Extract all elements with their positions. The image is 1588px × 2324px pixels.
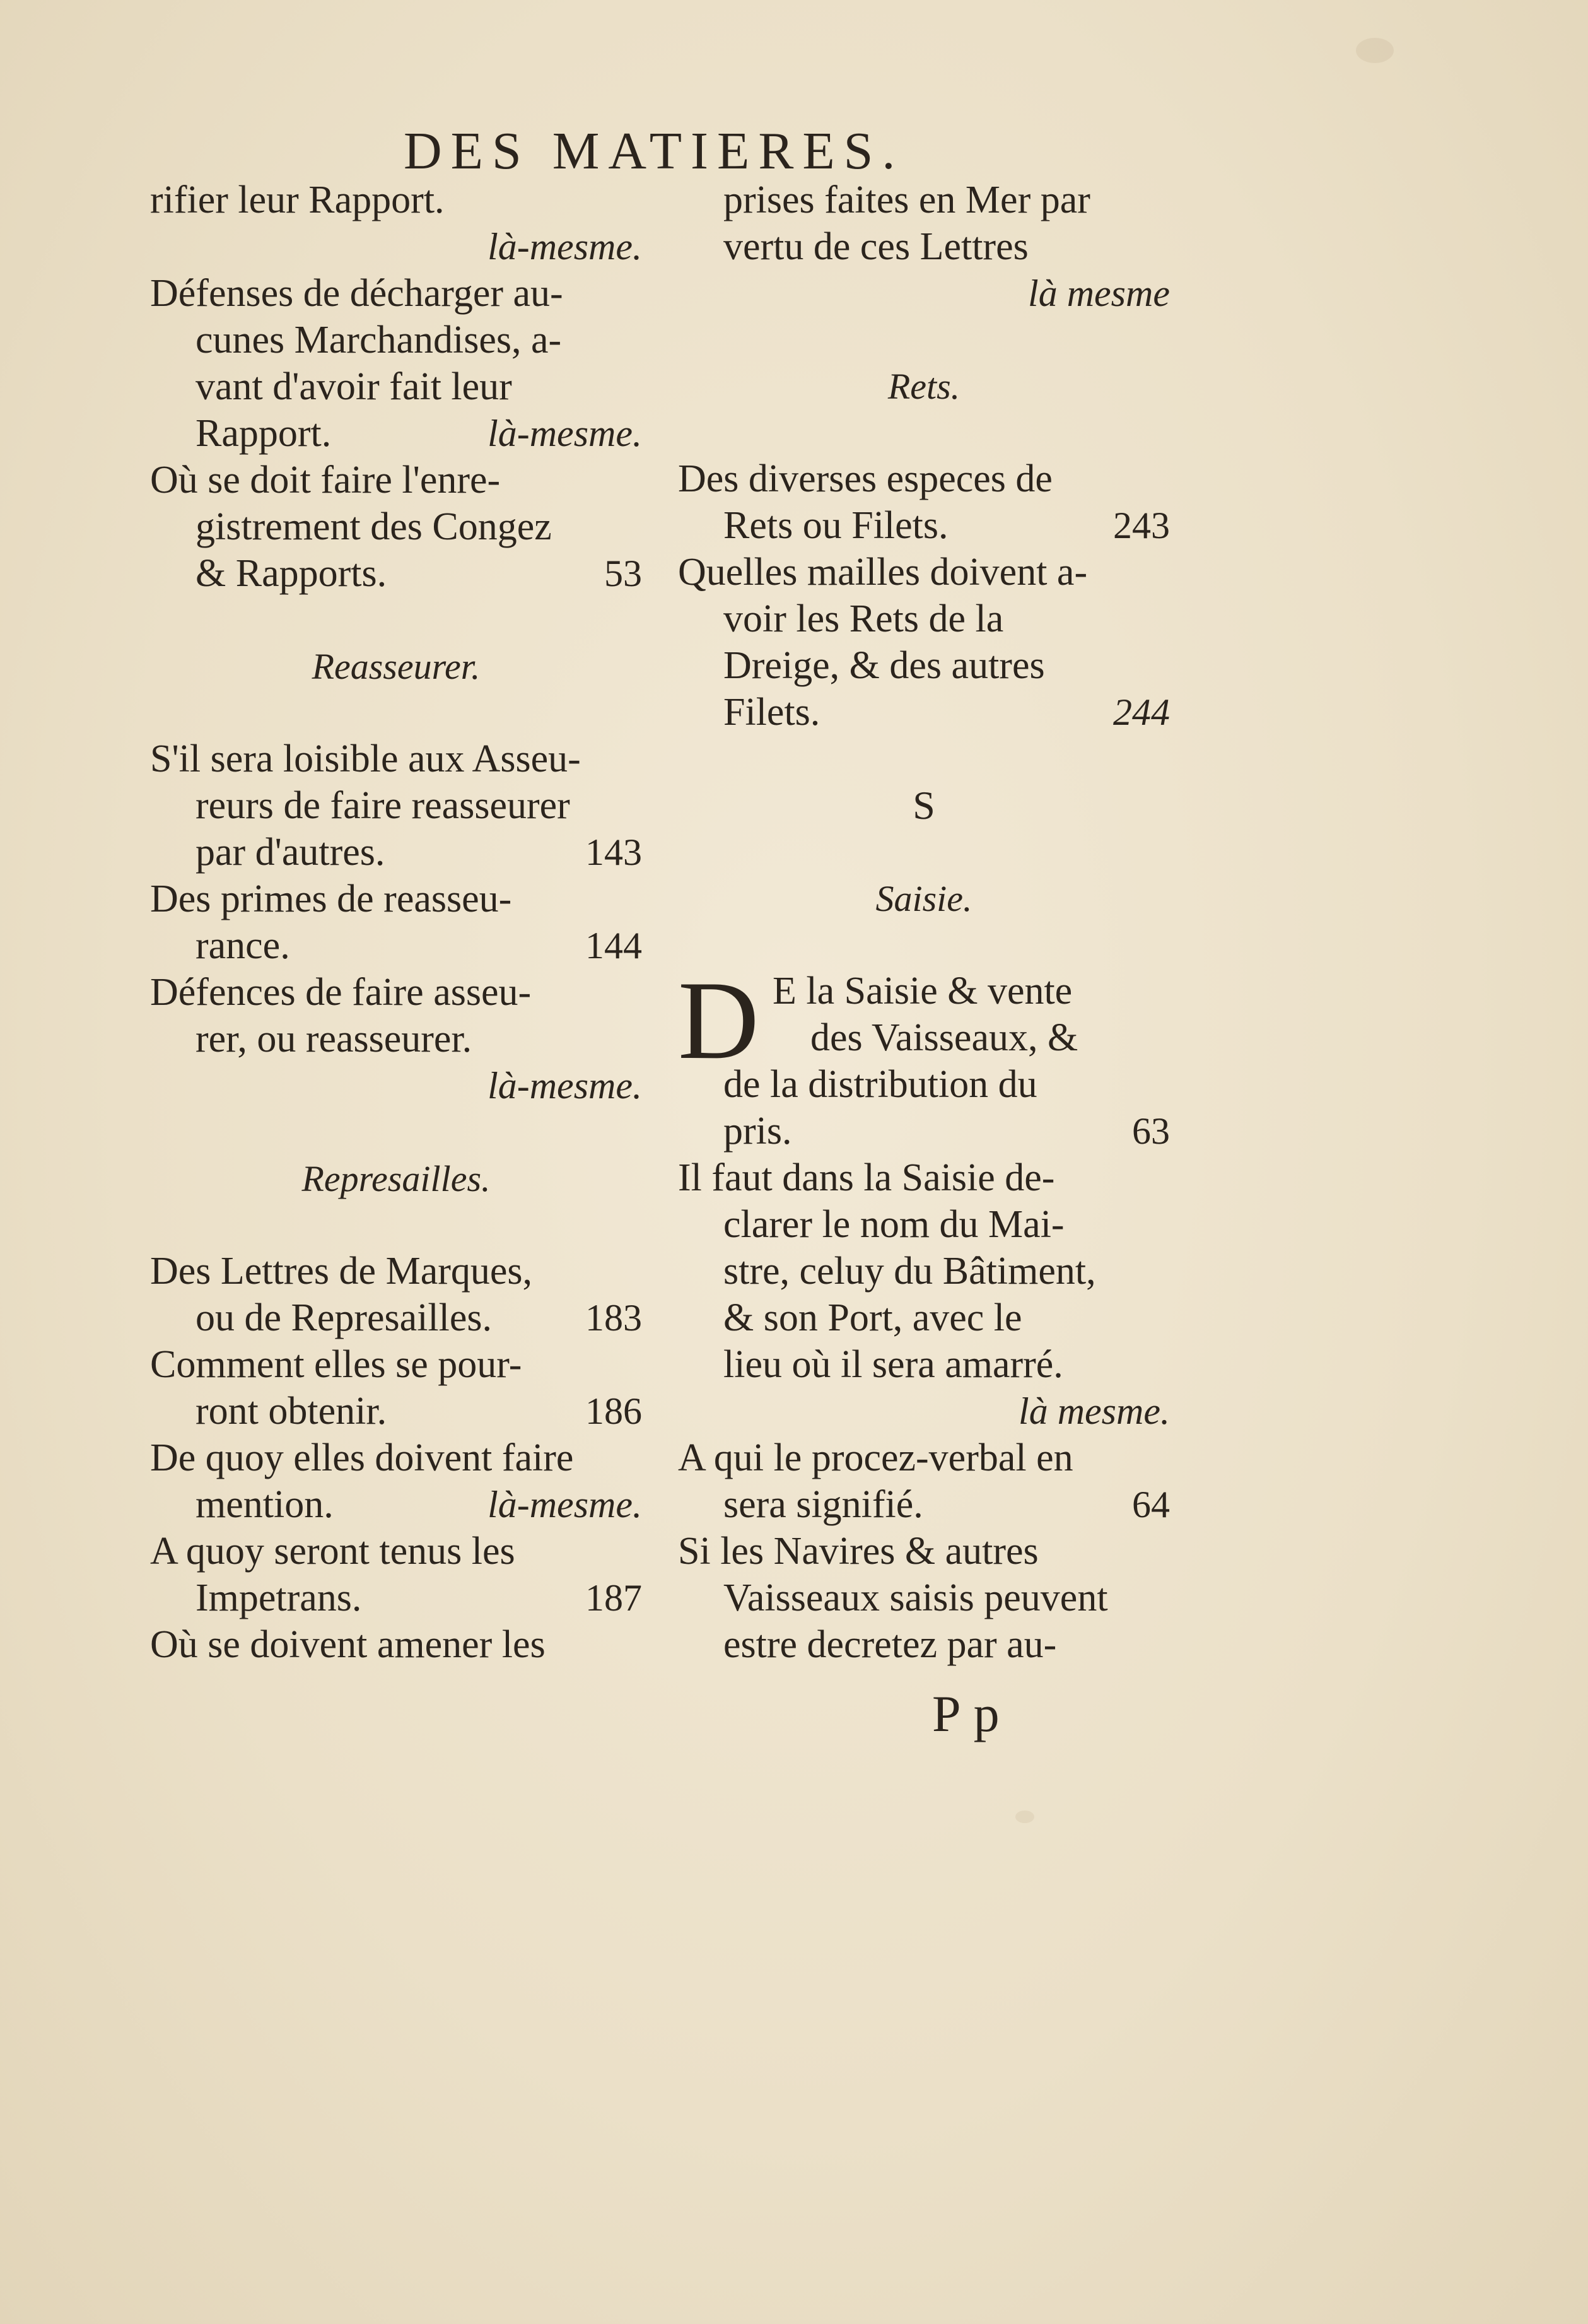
entry-line: reurs de faire reasseurer (196, 784, 570, 827)
page-reference: 63 (1132, 1110, 1170, 1152)
entry-line: Il faut dans la Saisie de- (678, 1156, 1055, 1199)
signature-mark: Pp (932, 1685, 1012, 1742)
index-entry (150, 1621, 642, 1668)
page-header: DES MATIERES. (404, 122, 904, 180)
index-entry (678, 177, 1170, 317)
entry-line: vant d'avoir fait leur (196, 365, 512, 408)
entry-line: Quelles mailles doivent a- (678, 551, 1088, 594)
section-title-saisie: Saisie. (875, 878, 972, 919)
entry-line: prises faites en Mer par (723, 179, 1090, 221)
page-reference: 183 (585, 1297, 642, 1339)
entry-line: lieu où il sera amarré. (723, 1343, 1063, 1386)
entry-line: cunes Marchandises, a- (196, 319, 562, 361)
page-reference: là-mesme. (487, 1065, 642, 1106)
entry-line: pris. (723, 1110, 792, 1153)
index-entry (150, 876, 642, 969)
entry-line: A qui le procez-verbal en (678, 1436, 1073, 1479)
entry-line: Filets. (723, 691, 820, 734)
index-entry (678, 1154, 1170, 1435)
entry-line: estre decretez par au- (723, 1623, 1057, 1666)
left-column (150, 177, 642, 1668)
page-reference: 53 (604, 553, 642, 594)
entry-line: rance. (196, 924, 290, 967)
entry-line: Des Lettres de Marques, (150, 1250, 533, 1293)
entry-line: De quoy elles doivent faire (150, 1436, 574, 1479)
page-reference: 143 (585, 831, 642, 873)
index-entry (150, 457, 642, 597)
index-entry (150, 1528, 642, 1621)
entry-line: rer, ou reasseurer. (196, 1018, 472, 1060)
index-entry (678, 455, 1170, 549)
entry-line: stre, celuy du Bâtiment, (723, 1250, 1096, 1293)
entry-line: & Rapports. (196, 552, 387, 595)
index-entry (150, 177, 642, 270)
entry-line: S'il sera loisible aux Asseu- (150, 737, 581, 780)
entry-line: Défences de faire asseu- (150, 971, 532, 1014)
page-reference: là mesme. (1019, 1390, 1170, 1432)
entry-line: A quoy seront tenus les (150, 1530, 515, 1573)
page-reference: là-mesme. (487, 1484, 642, 1525)
index-entry (150, 1435, 642, 1528)
entry-line: mention. (196, 1483, 334, 1526)
page-reference: 186 (585, 1390, 642, 1432)
drop-cap: D (678, 958, 759, 1083)
entry-line: rifier leur Rapport. (150, 179, 445, 221)
index-entry (150, 736, 642, 876)
page-reference: 144 (585, 925, 642, 966)
entry-line: de la distribution du (723, 1063, 1037, 1106)
section-title-rets: Rets. (887, 366, 960, 407)
section-title-reasseurer: Reasseurer. (312, 646, 481, 687)
paper-stain (1356, 38, 1394, 63)
paper-stain (1015, 1810, 1034, 1823)
entry-line: Comment elles se pour- (150, 1343, 522, 1386)
entry-line: Où se doivent amener les (150, 1623, 546, 1666)
entry-line: voir les Rets de la (723, 597, 1004, 640)
page-reference: là-mesme. (487, 413, 642, 454)
entry-line: gistrement des Congez (196, 505, 552, 548)
section-title-represailles: Represailles. (301, 1158, 491, 1199)
entry-line: ou de Represailles. (196, 1296, 493, 1339)
entry-line: sera signifié. (723, 1483, 923, 1526)
index-entry (150, 270, 642, 457)
entry-line: E la Saisie & vente (773, 970, 1073, 1012)
page-reference: 243 (1113, 505, 1170, 546)
index-entry (150, 1341, 642, 1435)
entry-line: Si les Navires & autres (678, 1530, 1039, 1573)
entry-line: clarer le nom du Mai- (723, 1203, 1065, 1246)
entry-line: Vaisseaux saisis peuvent (723, 1576, 1108, 1619)
entry-line: Impetrans. (196, 1576, 362, 1619)
index-entry (150, 1248, 642, 1341)
entry-line: Rets ou Filets. (723, 504, 949, 547)
entry-line: Des diverses especes de (678, 457, 1053, 500)
entry-line: Rapport. (196, 412, 332, 455)
entry-line: par d'autres. (196, 831, 385, 874)
page-reference: 187 (585, 1577, 642, 1619)
entry-line: Des primes de reasseu- (150, 877, 512, 920)
right-column (678, 177, 1170, 1668)
index-entry (678, 1528, 1170, 1668)
index-entry (150, 969, 642, 1109)
page-reference: là mesme (1028, 273, 1170, 314)
index-entry (678, 549, 1170, 736)
index-entry (678, 1435, 1170, 1528)
entry-line: & son Port, avec le (723, 1296, 1022, 1339)
entry-line: vertu de ces Lettres (723, 225, 1029, 268)
entry-line: Où se doit faire l'enre- (150, 459, 501, 502)
entry-line: Dreige, & des autres (723, 644, 1045, 687)
index-entry (678, 958, 1170, 1154)
entry-line: Défenses de décharger au- (150, 272, 563, 315)
entry-line: ront obtenir. (196, 1390, 387, 1433)
page-reference: 64 (1132, 1484, 1170, 1525)
page-reference: 244 (1113, 691, 1170, 733)
section-letter: S (913, 783, 935, 828)
page-reference: là-mesme. (487, 226, 642, 267)
entry-line: des Vaisseaux, & (810, 1016, 1078, 1059)
